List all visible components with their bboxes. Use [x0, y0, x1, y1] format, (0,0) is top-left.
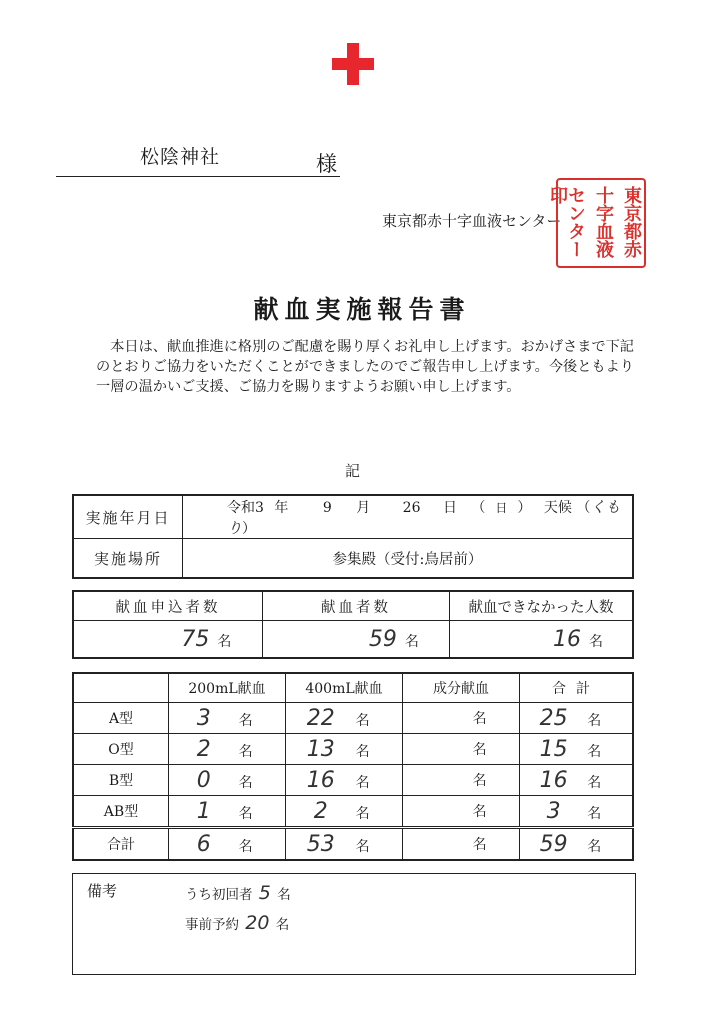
- value: 16: [539, 767, 568, 793]
- day-value: 26: [402, 500, 421, 516]
- unit: 名: [238, 838, 253, 855]
- weather-label: 天候: [543, 500, 572, 516]
- weekday-close: ）: [517, 500, 532, 516]
- seal-line-3: センター印: [547, 186, 586, 258]
- table-row: [73, 703, 633, 734]
- month-unit: 月: [356, 500, 371, 516]
- value: 53: [306, 831, 335, 857]
- rejected-value: 16: [553, 626, 582, 652]
- recipient-name: 松陰神社: [140, 146, 221, 168]
- cell-400ml: [286, 765, 403, 796]
- unit: 名: [472, 837, 487, 853]
- unit: 名: [472, 804, 487, 820]
- cell-400ml: [286, 828, 403, 861]
- document-title: 献血実施報告書: [253, 295, 471, 324]
- table-row: [73, 734, 633, 765]
- year-unit: 年: [274, 500, 289, 516]
- value: 59: [539, 831, 568, 857]
- donors-header: 献血者数: [263, 591, 450, 621]
- rejected-cell: [450, 621, 634, 659]
- value: 2: [313, 798, 328, 824]
- weekday: 日: [495, 501, 508, 515]
- cell-200ml: [169, 703, 286, 734]
- unit: 名: [238, 743, 253, 760]
- recipient-underline: [56, 176, 340, 177]
- cell-400ml: [286, 734, 403, 765]
- unit: 名: [404, 633, 419, 650]
- value: 3: [196, 705, 211, 731]
- row-label: O型: [73, 734, 169, 765]
- unit: 名: [355, 805, 370, 822]
- month-value: 9: [322, 500, 332, 516]
- remarks-line-1: [185, 882, 291, 904]
- remarks-box: [72, 873, 636, 975]
- reservation-value: 20: [245, 912, 270, 934]
- cell-total: [520, 765, 634, 796]
- unit: 名: [238, 712, 253, 729]
- unit: 名: [587, 743, 602, 760]
- reservation-label: 事前予約: [185, 917, 239, 933]
- cell-200ml: [169, 765, 286, 796]
- cell-component: [403, 828, 520, 861]
- unit: 名: [587, 774, 602, 791]
- document-body: 本日は、献血推進に格別のご配慮を賜り厚くお礼申し上げます。おかげさまで下記のとおりご協力をいただくことができましたのでご報告申し上げます。今後ともより一層の温かいご支援、ご協力を賜りますようお願い申し上げます。: [96, 339, 634, 395]
- unit: 名: [275, 917, 290, 933]
- donors-cell: [263, 621, 450, 659]
- cell-400ml: [286, 796, 403, 828]
- header-component: 成分献血: [403, 673, 520, 703]
- unit: 名: [238, 774, 253, 791]
- unit: 名: [238, 805, 253, 822]
- cell-total: [520, 703, 634, 734]
- unit: 名: [472, 742, 487, 758]
- row-label: 合計: [73, 828, 169, 861]
- cell-component: [403, 765, 520, 796]
- applicants-header: 献血申込者数: [73, 591, 263, 621]
- seal-line-1: 東京都赤: [621, 186, 642, 258]
- cell-component: [403, 703, 520, 734]
- unit: 名: [355, 838, 370, 855]
- applicants-value: 75: [181, 626, 210, 652]
- value: 25: [539, 705, 568, 731]
- weather-value: （くもり）: [227, 498, 621, 537]
- seal-line-2: 十字血液: [593, 186, 614, 258]
- day-unit: 日: [442, 500, 457, 516]
- row-label: B型: [73, 765, 169, 796]
- header-200ml: 200mL献血: [169, 673, 286, 703]
- date-label: 実施年月日: [73, 495, 183, 539]
- value: 6: [196, 831, 211, 857]
- header-400ml: 400mL献血: [286, 673, 403, 703]
- unit: 名: [217, 633, 232, 650]
- row-label: AB型: [73, 796, 169, 828]
- unit: 名: [355, 774, 370, 791]
- info-table: [72, 494, 634, 579]
- first-time-label: うち初回者: [185, 887, 253, 903]
- cell-total: [520, 828, 634, 861]
- remarks-line-2: [185, 912, 289, 934]
- cell-component: [403, 734, 520, 765]
- value: 16: [306, 767, 335, 793]
- cell-total: [520, 796, 634, 828]
- unit: 名: [587, 805, 602, 822]
- value: 2: [196, 736, 211, 762]
- cell-total: [520, 734, 634, 765]
- official-seal-icon: [547, 178, 646, 268]
- blank-header: [73, 673, 169, 703]
- value: 13: [306, 736, 335, 762]
- cell-component: [403, 796, 520, 828]
- table-row: [73, 765, 633, 796]
- honorific: 様: [316, 152, 337, 176]
- value: 0: [196, 767, 211, 793]
- value: 1: [196, 798, 211, 824]
- remarks-label: 備考: [87, 882, 118, 900]
- total-row: [73, 828, 633, 861]
- cell-200ml: [169, 734, 286, 765]
- value: 22: [306, 705, 335, 731]
- table-row: [73, 796, 633, 828]
- rejected-header: 献血できなかった人数: [450, 591, 634, 621]
- place-value: 参集殿（受付:鳥居前）: [183, 539, 634, 579]
- unit: 名: [589, 633, 604, 650]
- unit: 名: [472, 773, 487, 789]
- unit: 名: [355, 712, 370, 729]
- cell-200ml: [169, 828, 286, 861]
- unit: 名: [587, 712, 602, 729]
- applicants-cell: [73, 621, 263, 659]
- first-time-value: 5: [258, 882, 271, 904]
- cell-200ml: [169, 796, 286, 828]
- unit: 名: [355, 743, 370, 760]
- date-cell: [183, 495, 634, 539]
- unit: 名: [587, 838, 602, 855]
- weather-text: くもり: [227, 498, 621, 537]
- weekday-open: （: [471, 500, 486, 516]
- unit: 名: [472, 711, 487, 727]
- row-label: A型: [73, 703, 169, 734]
- summary-table: [72, 590, 634, 659]
- era-year: 令和3: [227, 500, 264, 516]
- header-total: 合計: [520, 673, 634, 703]
- cell-400ml: [286, 703, 403, 734]
- donors-value: 59: [368, 626, 397, 652]
- issuer-name: 東京都赤十字血液センター: [382, 212, 562, 230]
- unit: 名: [277, 887, 291, 903]
- value: 15: [539, 736, 568, 762]
- place-label: 実施場所: [73, 539, 183, 579]
- ki-marker: 記: [345, 462, 361, 480]
- breakdown-table: [72, 672, 634, 861]
- value: 3: [546, 798, 561, 824]
